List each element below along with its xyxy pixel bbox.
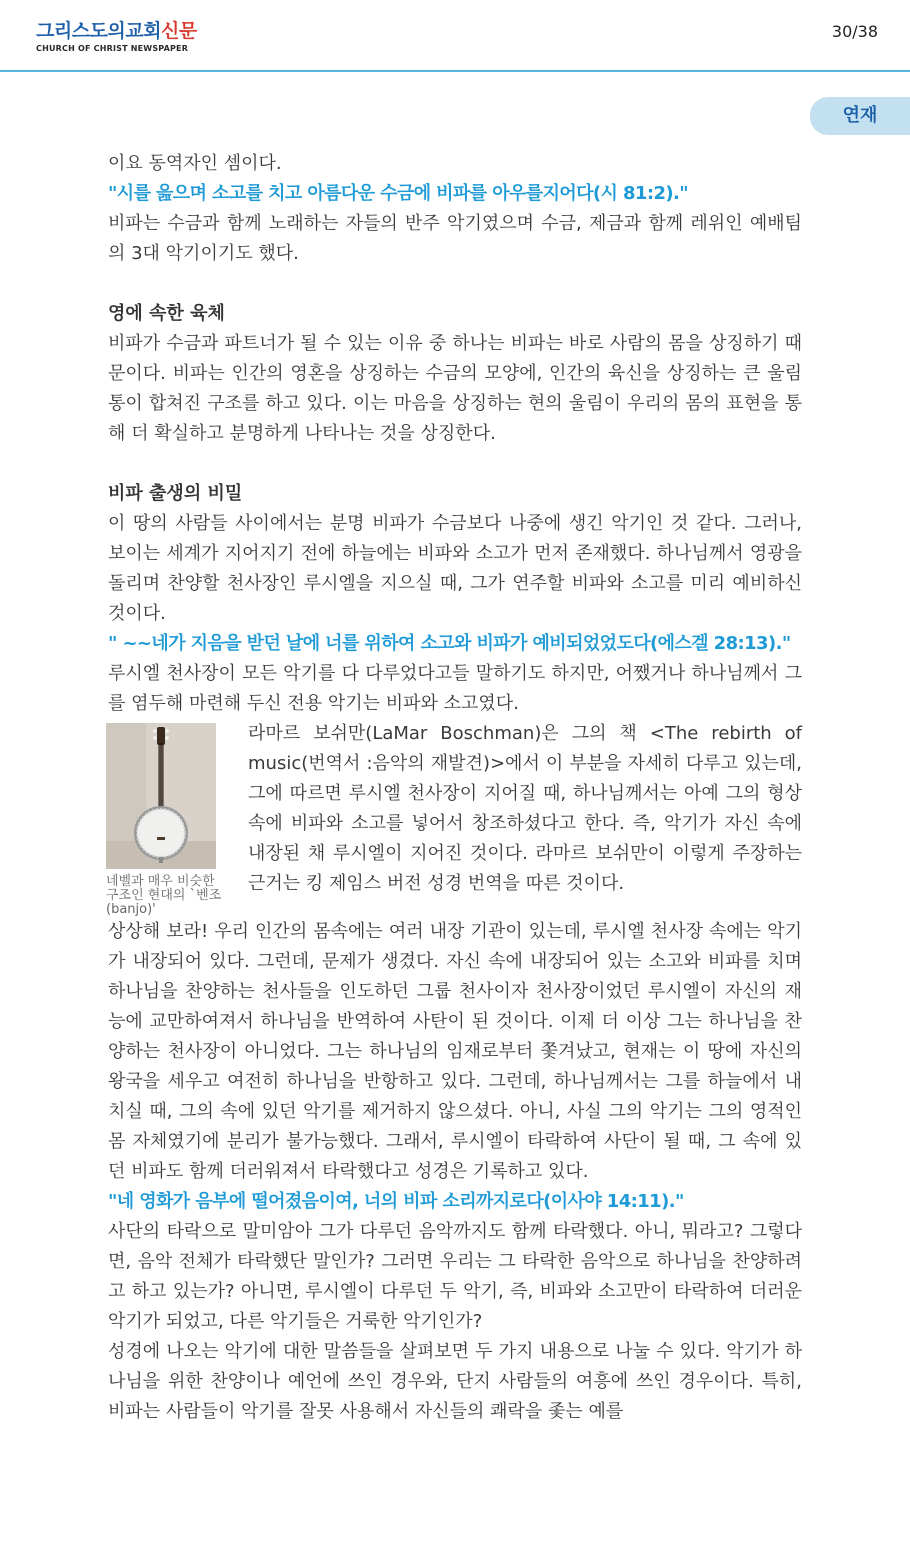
paragraph: 이요 동역자인 셈이다.	[108, 153, 282, 174]
article-body	[108, 149, 802, 1427]
logo-accent-text: 신문	[160, 20, 197, 42]
banjo-figure	[106, 723, 234, 917]
header-divider	[0, 70, 910, 72]
newspaper-logo[interactable]	[36, 20, 197, 42]
banjo-photo	[106, 723, 216, 869]
paragraph: 비파는 수금과 함께 노래하는 자들의 반주 악기였으며 수금, 제금과 함께 레위인 예배팀의 3대 악기이기도 했다.	[108, 213, 802, 264]
paragraph: 루시엘 천사장이 모든 악기를 다 다루었다고들 말하기도 하지만, 어쨌거나 하나님께서 그를 염두해 마련해 두신 전용 악기는 비파와 소고였다.	[108, 663, 802, 714]
paragraph: 상상해 보라! 우리 인간의 몸속에는 여러 내장 기관이 있는데, 루시엘 천사장 속에는 악기가 내장되어 있다. 그런데, 문제가 생겼다. 자신 속에 내장되어 있는 소고와 비파를 치며 하나님을 찬양하는 천사들을 인도하던 그룹 천사이자 천사장이었던 루시엘이 자신의 재능에 교만하여져서 하나님을 반역하여 사탄이 된 것이다. 이제 더 이상 그는 하나님을 찬양하는 천사장이 아니었다. 그는 하나님의 임재로부터 쫓겨났고, 현재는 이 땅에 자신의 왕국을 세우고 여전히 하나님을 반항하고 있다. 그런데, 하나님께서는 그를 하늘에서 내치실 때, 그의 속에 있던 악기를 제거하지 않으셨다. 아니, 사실 그의 악기는 그의 영적인 몸 자체였기에 분리가 불가능했다. 그래서, 루시엘이 타락하여 사단이 될 때, 그 속에 있던 비파도 함께 더러워져서 타락했다고 성경은 기록하고 있다.	[108, 921, 802, 1182]
logo-subtitle: CHURCH OF CHRIST NEWSPAPER	[36, 44, 189, 53]
scripture-quote: "네 영화가 음부에 떨어졌음이여, 너의 비파 소리까지로다(이사야 14:11)."	[108, 1191, 684, 1212]
figure-wrap	[108, 719, 802, 917]
paragraph: 이 땅의 사람들 사이에서는 분명 비파가 수금보다 나중에 생긴 악기인 것 같다. 그러나, 보이는 세계가 지어지기 전에 하늘에는 비파와 소고가 먼저 존재했다. 하나님께서 영광을 돌리며 찬양할 천사장인 루시엘을 지으실 때, 그가 연주할 비파와 소고를 미리 예비하신 것이다.	[108, 513, 802, 624]
logo-main-text: 그리스도의교회	[36, 20, 161, 42]
paragraph: 성경에 나오는 악기에 대한 말씀들을 살펴보면 두 가지 내용으로 나눌 수 있다. 악기가 하나님을 위한 찬양이나 예언에 쓰인 경우와, 단지 사람들의 여흥에 쓰인 경우이다. 특히, 비파는 사람들이 악기를 잘못 사용해서 자신들의 쾌락을 좇는 예를	[108, 1341, 802, 1422]
section-heading: 비파 출생의 비밀	[108, 483, 243, 504]
section-tab[interactable]: 연재	[810, 97, 910, 135]
scripture-quote: "시를 읊으며 소고를 치고 아름다운 수금에 비파를 아우를지어다(시 81:2)."	[108, 183, 689, 204]
page-number: 30/38	[831, 22, 878, 41]
section-heading: 영에 속한 육체	[108, 303, 225, 324]
paragraph: 사단의 타락으로 말미암아 그가 다루던 음악까지도 함께 타락했다. 아니, 뭐라고? 그렇다면, 음악 전체가 타락했단 말인가? 그러면 우리는 그 타락한 음악으로 하나님을 찬양하려고 하고 있는가? 아니면, 루시엘이 다루던 두 악기, 즉, 비파와 소고만이 타락하여 더러운 악기가 되었고, 다른 악기들은 거룩한 악기인가?	[108, 1221, 802, 1332]
image-caption: 네벨과 매우 비슷한 구조인 현대의 `벤조(banjo)'	[106, 874, 222, 917]
scripture-quote: " ~~네가 지음을 받던 날에 너를 위하여 소고와 비파가 예비되었었도다(에스겔 28:13)."	[108, 633, 791, 654]
paragraph: 비파가 수금과 파트너가 될 수 있는 이유 중 하나는 비파는 바로 사람의 몸을 상징하기 때문이다. 비파는 인간의 영혼을 상징하는 수금의 모양에, 인간의 육신을 상징하는 큰 울림통이 합쳐진 구조를 하고 있다. 이는 마음을 상징하는 현의 울림이 우리의 몸의 표현을 통해 더 확실하고 분명하게 나타나는 것을 상징한다.	[108, 333, 802, 444]
paragraph: 라마르 보쉬만(LaMar Boschman)은 그의 책 <The rebirth of music(번역서 :음악의 재발견)>에서 이 부분을 자세히 다루고 있는데, 그에 따르면 루시엘 천사장이 지어질 때, 하나님께서는 아예 그의 형상 속에 비파와 소고를 넣어서 창조하셨다고 한다. 즉, 악기가 자신 속에 내장된 채 루시엘이 지어진 것이다. 라마르 보쉬만이 이렇게 주장하는 근거는 킹 제임스 버전 성경 번역을 따른 것이다.	[248, 723, 802, 894]
masthead	[36, 20, 197, 53]
